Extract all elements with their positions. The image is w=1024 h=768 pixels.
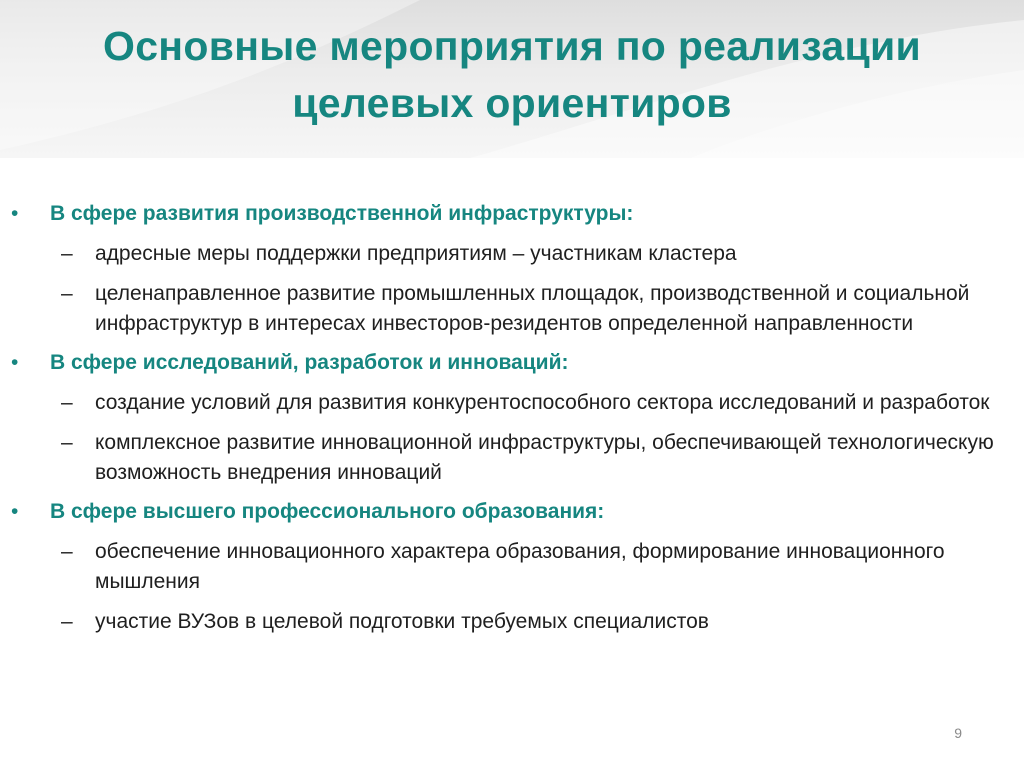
list-item <box>0 239 1024 269</box>
section-heading-text: В сфере исследований, разработок и инноваций: <box>50 351 569 374</box>
section-heading-text: В сфере высшего профессионального образования: <box>50 500 605 523</box>
list-item-text: участие ВУЗов в целевой подготовки требуемых специалистов <box>95 610 709 633</box>
list-item-text: обеспечение инновационного характера образования, формирование инновационного мышления <box>95 540 945 593</box>
page-number: 9 <box>954 725 962 741</box>
slide-title-line-2: целевых ориентиров <box>292 80 732 126</box>
list-item-text: целенаправленное развитие промышленных площадок, производственной и социальной инфраструктур в интересах инвесторов-резидентов определенной направленности <box>95 282 970 335</box>
dash-icon: – <box>61 242 73 265</box>
list-item <box>0 279 1024 339</box>
list-item <box>0 428 1024 488</box>
list-item <box>0 388 1024 418</box>
dash-icon: – <box>61 282 73 305</box>
list-item-text: создание условий для развития конкурентоспособного сектора исследований и разработок <box>95 391 990 414</box>
dash-icon: – <box>61 540 73 563</box>
section-heading-text: В сфере развития производственной инфраструктуры: <box>50 202 634 225</box>
list-item-text: комплексное развитие инновационной инфраструктуры, обеспечивающей технологическую возможность внедрения инноваций <box>95 431 994 484</box>
section-heading <box>0 349 1024 377</box>
list-item <box>0 607 1024 637</box>
bullet-icon: • <box>11 500 19 523</box>
bullet-icon: • <box>11 202 19 225</box>
list-item <box>0 537 1024 597</box>
section-heading <box>0 200 1024 228</box>
slide-title <box>0 18 1024 132</box>
dash-icon: – <box>61 431 73 454</box>
dash-icon: – <box>61 610 73 633</box>
list-item-text: адресные меры поддержки предприятиям – участникам кластера <box>95 242 737 265</box>
bullet-icon: • <box>11 351 19 374</box>
dash-icon: – <box>61 391 73 414</box>
bullet-list <box>0 200 1024 647</box>
section-heading <box>0 498 1024 526</box>
slide-title-line-1: Основные мероприятия по реализации <box>103 23 921 69</box>
